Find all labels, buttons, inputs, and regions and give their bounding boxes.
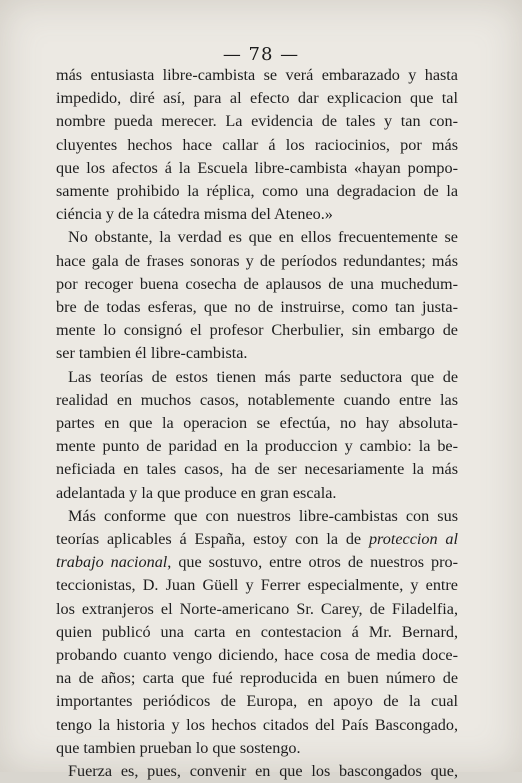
text-line: nombre pueda merecer. La evidencia de tales y tan con-	[56, 112, 458, 131]
text-line: partes en que la operacion se efectúa, no hay absoluta-	[56, 414, 458, 433]
text-line: que tambien prueban lo que sostengo.	[56, 738, 301, 757]
text-line: Las teorías de estos tienen más parte seductora que de	[68, 367, 458, 386]
text-line: quien publicó una carta en contestacion á Mr. Bernard,	[56, 622, 458, 641]
text-line: tengo la historia y los hechos citados del País Bascongado,	[56, 715, 458, 734]
text-line: realidad en muchos casos, notablemente cuando entre las	[56, 390, 458, 409]
text-line: adelantada y la que produce en gran escala.	[56, 483, 337, 502]
text-line: ser tambien él libre-cambista.	[56, 344, 248, 363]
text-line: Fuerza es, pues, convenir en que los bascongados que,	[68, 762, 458, 781]
text-line: teorías aplicables á España, estoy con la de proteccion al	[56, 530, 458, 549]
text-line: bre de todas esferas, que no de instruirse, como tan justa-	[56, 298, 458, 317]
text-line: mente lo consignó el profesor Cherbulier, sin embargo de	[56, 321, 458, 340]
text-line: na de años; carta que fué reproducida en buen número de	[56, 669, 458, 688]
text-line: impedido, diré así, para al efecto dar explicacion que tal	[56, 89, 458, 108]
text-line: hace gala de frases sonoras y de períodos redundantes; más	[56, 251, 458, 270]
page-body-text	[56, 64, 458, 783]
text-line: mente punto de paridad en la produccion y cambio: la be-	[56, 437, 458, 456]
text-line: trabajo nacional, que sostuvo, entre otros de nuestros pro-	[56, 553, 458, 572]
text-line: ciéncia y de la cátedra misma del Ateneo.»	[56, 205, 333, 224]
text-line: neficiada en tales casos, ha de ser necesariamente la más	[56, 460, 458, 479]
text-line: teccionistas, D. Juan Güell y Ferrer especialmente, y entre	[56, 576, 458, 595]
text-line: No obstante, la verdad es que en ellos frecuentemente se	[68, 228, 458, 247]
text-line: importantes periódicos de Europa, en apoyo de la cual	[56, 692, 458, 711]
text-line: probando cuanto vengo diciendo, hace cosa de media doce-	[56, 646, 458, 665]
text-line: cluyentes hechos hace callar á los raciocinios, por más	[56, 135, 458, 154]
page-number: — 78 —	[222, 44, 300, 65]
text-line: los extranjeros el Norte-americano Sr. Carey, de Filadelfia,	[56, 599, 458, 618]
text-line: Más conforme que con nuestros libre-cambistas con sus	[68, 506, 458, 525]
text-line: por recoger buena cosecha de aplausos de una muchedum-	[56, 274, 458, 293]
text-line: samente prohibido la réplica, como una degradacion de la	[56, 182, 458, 201]
text-line: que los afectos á la Escuela libre-cambista «hayan pompo-	[56, 158, 458, 177]
text-line: más entusiasta libre-cambista se verá embarazado y hasta	[56, 66, 458, 84]
